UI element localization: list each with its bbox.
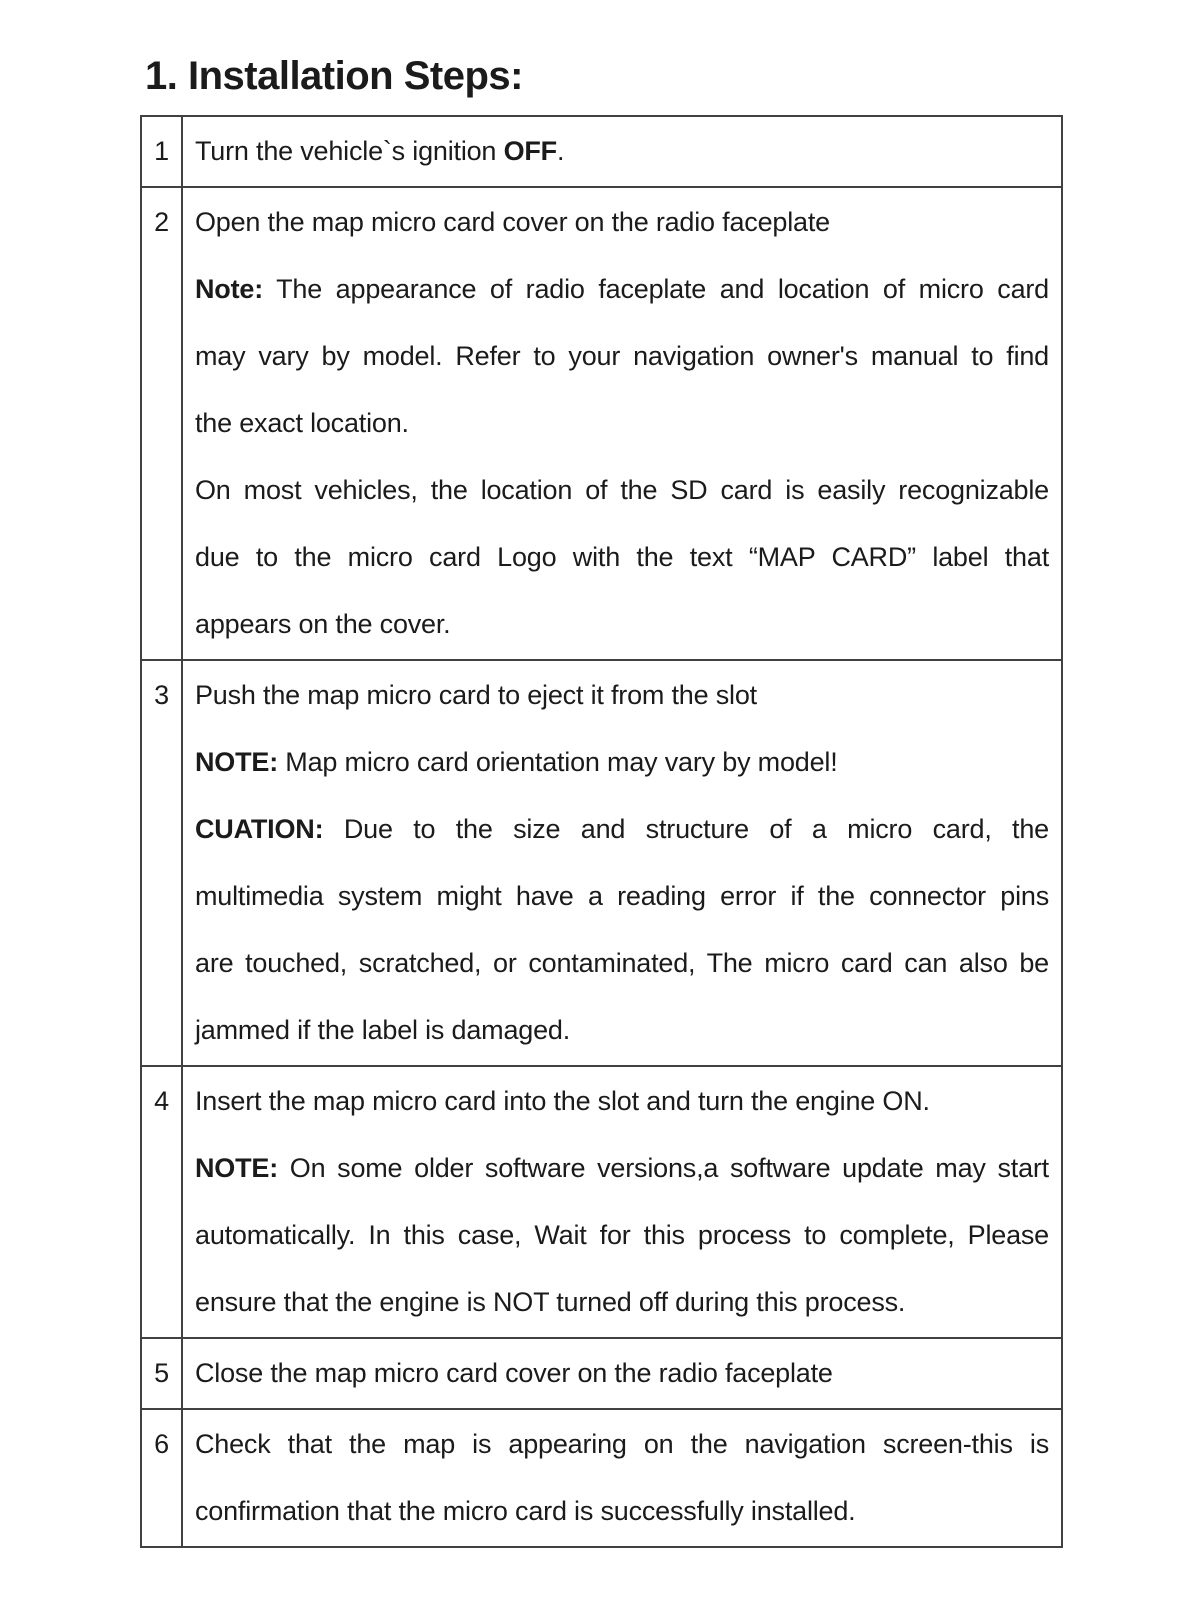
text: due to the micro card Logo with the text “MAP CARD” label that: [195, 542, 1049, 572]
bold-text: NOTE:: [195, 1153, 278, 1183]
step-number: 3: [141, 660, 182, 1066]
text: confirmation that the micro card is successfully installed.: [195, 1496, 856, 1526]
text: Open the map micro card cover on the radio faceplate: [195, 207, 830, 237]
installation-steps-table: [140, 115, 1063, 1548]
text: Turn the vehicle`s ignition: [195, 136, 504, 166]
text: are touched, scratched, or contaminated, The micro card can also be: [195, 948, 1049, 978]
text: Close the map micro card cover on the radio faceplate: [195, 1358, 833, 1388]
text: may vary by model. Refer to your navigation owner's manual to find: [195, 341, 1049, 371]
text-line: [195, 457, 1049, 524]
step-content: [182, 1066, 1062, 1338]
text-line: [195, 256, 1049, 323]
text: ensure that the engine is NOT turned off during this process.: [195, 1287, 906, 1317]
text-line: [195, 1068, 1049, 1135]
step-number: 5: [141, 1338, 182, 1409]
table-row: [141, 1409, 1062, 1547]
table-row: [141, 187, 1062, 660]
text: Due to the size and structure of a micro card, the: [323, 814, 1049, 844]
text-line: [195, 1340, 1049, 1407]
text-line: [195, 524, 1049, 591]
table-row: [141, 1338, 1062, 1409]
bold-text: OFF: [503, 136, 557, 166]
step-content: [182, 1338, 1062, 1409]
text: multimedia system might have a reading error if the connector pins: [195, 881, 1049, 911]
text: The appearance of radio faceplate and location of micro card: [263, 274, 1049, 304]
text: jammed if the label is damaged.: [195, 1015, 571, 1045]
text-line: [195, 1478, 1049, 1545]
page-title: 1. Installation Steps:: [145, 54, 523, 98]
table-row: [141, 660, 1062, 1066]
steps-tbody: [141, 116, 1062, 1547]
text: Map micro card orientation may vary by model!: [278, 747, 838, 777]
bold-text: Note:: [195, 274, 263, 304]
text-line: [195, 930, 1049, 997]
text: .: [556, 136, 565, 166]
text: Push the map micro card to eject it from the slot: [195, 680, 757, 710]
table-row: [141, 1066, 1062, 1338]
step-number: 2: [141, 187, 182, 660]
text-line: [195, 662, 1049, 729]
text-line: [195, 1411, 1049, 1478]
text-line: [195, 796, 1049, 863]
step-content: [182, 660, 1062, 1066]
bold-text: CUATION:: [195, 814, 324, 844]
text-line: [195, 1269, 1049, 1336]
text: Check that the map is appearing on the navigation screen-this is: [195, 1429, 1049, 1459]
text: Insert the map micro card into the slot and turn the engine ON.: [195, 1086, 930, 1116]
table-row: [141, 116, 1062, 187]
step-number: 4: [141, 1066, 182, 1338]
text-line: [195, 118, 1049, 185]
text: the exact location.: [195, 408, 409, 438]
text: On most vehicles, the location of the SD card is easily recognizable: [195, 475, 1049, 505]
text: appears on the cover.: [195, 609, 451, 639]
step-content: [182, 187, 1062, 660]
text-line: [195, 863, 1049, 930]
step-content: [182, 116, 1062, 187]
text-line: [195, 591, 1049, 658]
step-number: 6: [141, 1409, 182, 1547]
text-line: [195, 390, 1049, 457]
step-number: 1: [141, 116, 182, 187]
text-line: [195, 189, 1049, 256]
text: automatically. In this case, Wait for this process to complete, Please: [195, 1220, 1049, 1250]
text-line: [195, 1202, 1049, 1269]
text-line: [195, 1135, 1049, 1202]
step-content: [182, 1409, 1062, 1547]
text-line: [195, 323, 1049, 390]
text: On some older software versions,a software update may start: [278, 1153, 1049, 1183]
bold-text: NOTE:: [195, 747, 278, 777]
text-line: [195, 997, 1049, 1064]
text-line: [195, 729, 1049, 796]
